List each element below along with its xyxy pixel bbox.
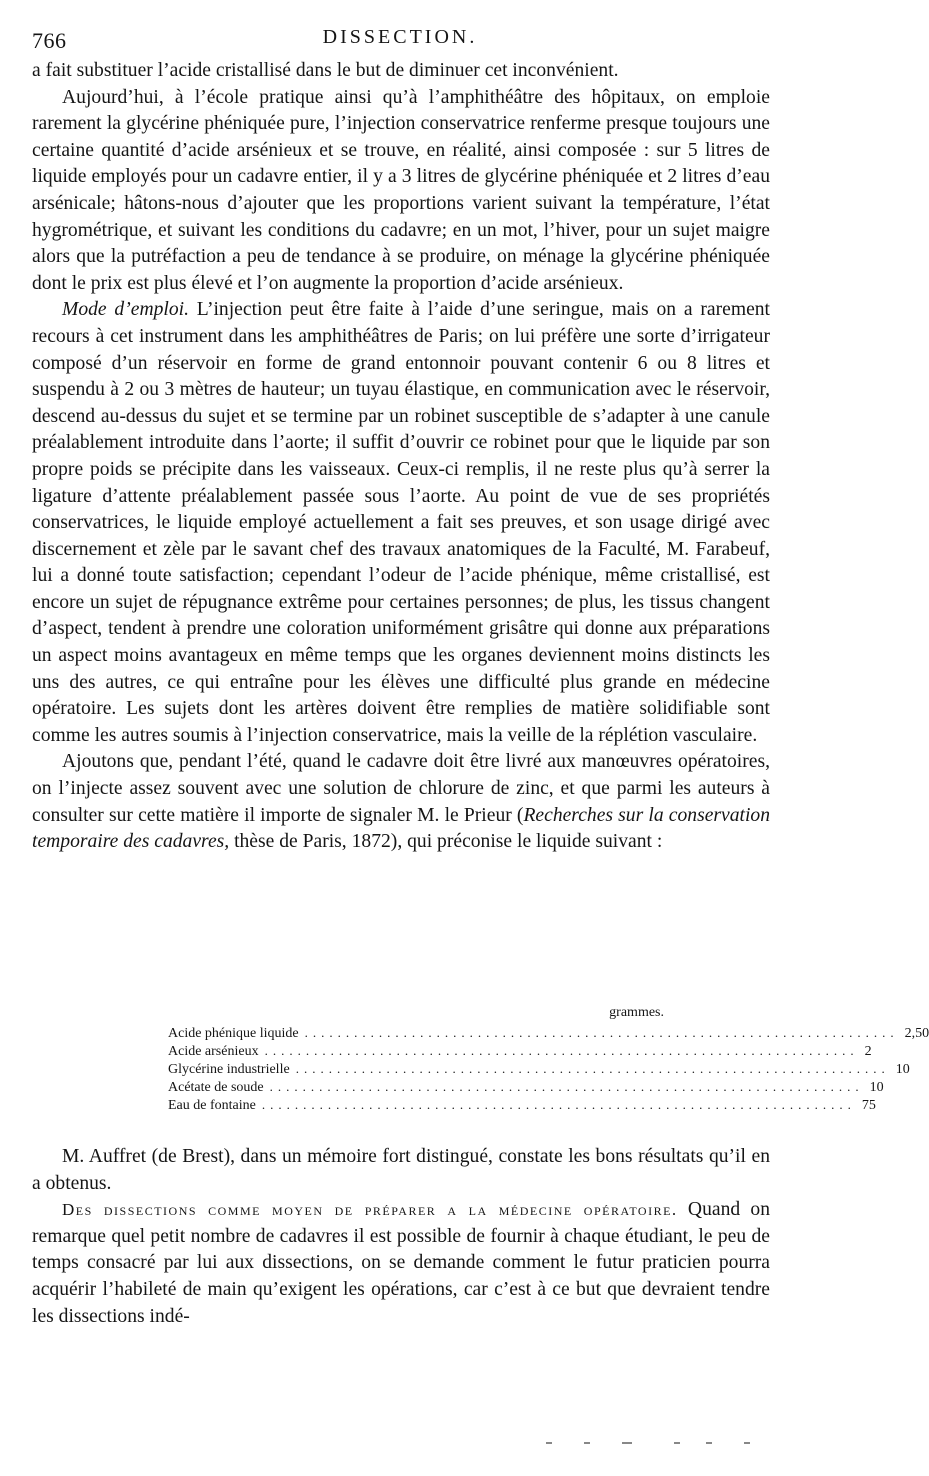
recipe-row bbox=[168, 1096, 876, 1114]
paragraph-continuation: a fait substituer l’acide cristallisé dans le but de diminuer cet inconvénient. bbox=[32, 60, 619, 81]
running-head: DISSECTION. bbox=[322, 26, 478, 48]
recipe-quantity: 75 bbox=[861, 1098, 876, 1113]
paragraph-summer-injection bbox=[32, 749, 770, 855]
recipe-ingredient: Acide phénique liquide bbox=[168, 1026, 299, 1041]
recipe-quantity: 2 bbox=[864, 1044, 872, 1059]
recipe-leader-dots: ........................................................................ bbox=[304, 1025, 899, 1040]
recipe-row bbox=[168, 1042, 872, 1060]
recipe-quantity: 10 bbox=[869, 1080, 884, 1095]
summer-text-after: thèse de Paris, 1872), qui préconise le liquide suivant : bbox=[229, 831, 663, 853]
paragraph-mode-emploi bbox=[32, 297, 770, 749]
recipe-ingredient: Glycérine industrielle bbox=[168, 1062, 290, 1077]
printer-marks bbox=[546, 1436, 758, 1450]
dissections-text: Quand on remarque quel petit nombre de cadavres il est possible de fournir à chaque étudiant, le peu de temps consacré par lui aux dissections, on se demande comment le futur praticien pourra acquérir l’habileté de main qu’exigent les opérations, car c’est à ce but que devraient tendre les dissections indé- bbox=[32, 1199, 770, 1327]
page-number: 766 bbox=[32, 28, 67, 53]
recipe-leader-dots: ........................................................................ bbox=[264, 1043, 859, 1058]
body-text-lower bbox=[32, 1144, 770, 1330]
mode-emploi-text: L’injection peut être faite à l’aide d’une seringue, mais on a rarement recours à cet instrument dans les amphithéâtres de Paris; on lui préfère une sorte d’irrigateur composé d’un réservoir en forme de grand entonnoir pouvant contenir 6 ou 8 litres et suspendu à 2 ou 3 mètres de hauteur; un tuyau élastique, en communication avec le réservoir, descend au-dessus du sujet et se termine par un robinet susceptible de s’adapter à une canule préalablement introduite dans l’aorte; il suffit d’ouvrir ce robinet pour que le liquide par son propre poids se précipite dans les vaisseaux. Ceux-ci remplis, il ne reste plus qu’à serrer la ligature d’attente préalablement passée sous l’aorte. Au point de vue de ses propriétés conservatrices, le liquide employé actuellement a fait ses preuves, et son usage dirigé avec discernement et zèle par le savant chef des travaux anatomiques de la Faculté, M. Farabeuf, lui a donné toute satisfaction; cependant l’odeur de l’acide phénique, même cristallisé, est encore un sujet de répugnance extrême pour certaines personnes; de plus, les tissus changent d’aspect, tendent à prendre une coloration uniformément grisâtre qui donne aux préparations un aspect moins avantageux en même temps que les organes deviennent moins distincts les uns des autres, ce qui entraîne pour les élèves une difficulté plus grande en médecine opératoire. Les sujets dont les artères doivent être remplies de matière solidifiable sont comme les autres soumis à l’injection conservatrice, mais la veille de la réplétion vasculaire. bbox=[32, 299, 771, 746]
recipe-row bbox=[168, 1078, 884, 1096]
section-heading-dissections: Des dissections comme moyen de préparer a la médecine opératoire. bbox=[62, 1200, 678, 1220]
recipe-ingredient: Acide arsénieux bbox=[168, 1044, 259, 1059]
recipe-quantity: 10 bbox=[895, 1062, 910, 1077]
recipe-unit: grammes. bbox=[609, 1005, 664, 1020]
recipe-ingredient: Acétate de soude bbox=[168, 1080, 264, 1095]
paragraph-auffret: M. Auffret (de Brest), dans un mémoire fort distingué, constate les bons résultats qu’il en a obtenus. bbox=[32, 1146, 770, 1194]
body-text bbox=[32, 58, 770, 856]
page-header bbox=[32, 26, 768, 56]
paragraph-injection-composition: Aujourd’hui, à l’école pratique ainsi qu’à l’amphithéâtre des hôpitaux, on emploie rarement la glycérine phéniquée pure, l’injection conservatrice renferme presque toujours une certaine quantité d’acide arsénieux et se trouve, en réalité, ainsi composée : sur 5 litres de liquide employés pour un cadavre entier, il y a 3 litres de glycérine phéniquée et 2 litres d’eau arsénicale; hâtons-nous d’ajouter que les proportions varient suivant la température, l’état hygrométrique, et suivant les conditions du cadavre; en un mot, l’hiver, pour un sujet maigre alors que la putréfaction a peu de tendance à se produire, on ménage la glycérine phéniquée dont le prix est plus élevé et l’on augmente la proportion d’acide arsénieux. bbox=[32, 86, 770, 294]
recipe-quantity: 2,50 bbox=[904, 1026, 929, 1041]
cited-work-title: Recherches sur la conservation temporaire des cadavres, bbox=[32, 804, 770, 853]
recipe-row bbox=[168, 1060, 910, 1078]
recipe-row bbox=[168, 1024, 929, 1042]
paragraph-dissections bbox=[32, 1197, 770, 1330]
recipe-table bbox=[168, 1002, 929, 1114]
recipe-leader-dots: ........................................................................ bbox=[261, 1097, 856, 1112]
recipe-leader-dots: ........................................................................ bbox=[295, 1061, 890, 1076]
recipe-ingredient: Eau de fontaine bbox=[168, 1098, 256, 1113]
summer-text-before: Ajoutons que, pendant l’été, quand le cadavre doit être livré aux manœuvres opératoires, on l’injecte assez souvent avec une solution de chlorure de zinc, et que parmi les auteurs à consulter sur cette matière il importe de signaler M. le Prieur ( bbox=[32, 751, 770, 826]
mode-emploi-heading: Mode d’emploi. bbox=[62, 299, 189, 321]
recipe-leader-dots: ........................................................................ bbox=[269, 1079, 864, 1094]
